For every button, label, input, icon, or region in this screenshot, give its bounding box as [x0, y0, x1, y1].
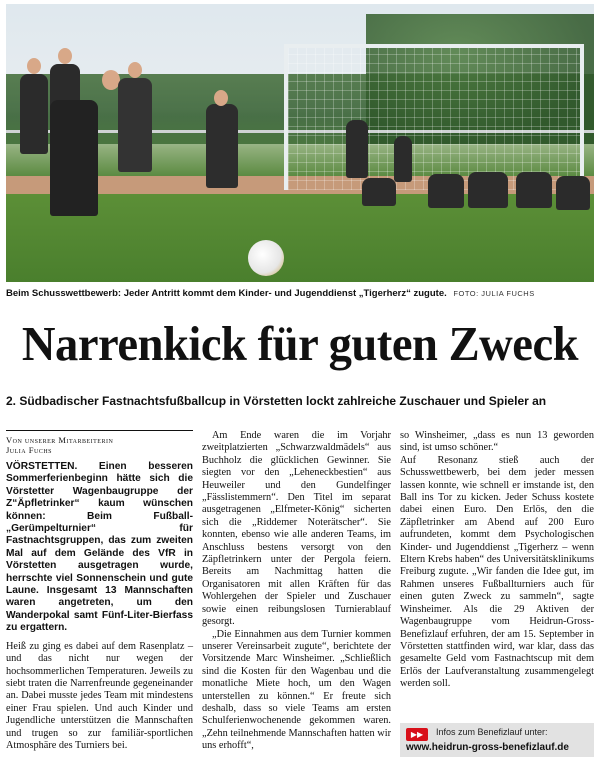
caption-text: Beim Schusswettbewerb: Jeder Antritt kommt dem Kinder- und Jugenddienst „Tigerherz“ zugute. [6, 288, 447, 299]
article-paragraph: Am Ende waren die im Vorjahr zweitplatzierten „Schwarzwaldmädels“ aus Buchholz die glücklichen Gewinner. Sie siegten vor den „Leheneckbestien“ aus Heuweiler und den Gundelfinger „Fässlistemmern“. Den Titel im separat ausgetragenen „Elfmeter-König“ sicherten sich die „Riddemer Noterätscher“. Sie konnten, ebenso wie alle anderen Teams, im Anschluss bestens versorgt von den Zäpfletrinkern unter der Pergola feiern. Bereits am Nachmittag hatten die Organisatoren mit allen Kräften für das Wohlergehen der Spieler und Zuschauer sowie einen reibungslosen Turnierablauf gesorgt. [202, 430, 391, 628]
headline: Narrenkick für guten Zweck [21, 316, 579, 371]
subheadline: 2. Südbadischer Fastnachtsfußballcup in Vörstetten lockt zahlreiche Zuschauer und Spieler an [6, 394, 547, 408]
photo-credit: FOTO: JULIA FUCHS [453, 289, 535, 298]
article-paragraph: „Die Einnahmen aus dem Turnier kommen unserer Vereinsarbeit zugute“, berichtete der Vorsitzende Marc Winsheimer. „Schließlich sind die Kosten für den Wagenbau und die monatliche Miete hoch, um den Wagen unterstellen zu können.“ Er freute sich deshalb, dass so viele Teams am ersten Schulferienwochenende gekommen waren. „Zehn teilnehmende Mannschaften hatten wir uns erhofft“, [202, 628, 391, 752]
info-label: Infos zum Benefizlauf unter: [436, 727, 548, 737]
byline-author: Julia Fuchs [6, 445, 52, 455]
photo-person [206, 104, 238, 188]
article-paragraph: so Winsheimer, „dass es nun 13 geworden sind, ist umso schöner.“ [400, 430, 594, 454]
photo-seated-person [468, 172, 508, 208]
info-box [400, 723, 594, 757]
article-paragraph: Heiß zu ging es dabei auf dem Rasenplatz – und das nicht nur wegen der hochsommerlichen Temperaturen. Jeweils zu siebt traten die Narrenfreunde gegeneinander an. Dabei musste jedes Team mit mindestens einer Frau spielen. Und auch Kinder und Jugendliche unterstützen die Mannschaften und trugen so zur familiär-sportlichen Atmosphäre des Turniers bei. [6, 640, 193, 751]
article-column-2 [202, 430, 391, 753]
photo-seated-person [516, 172, 552, 208]
photo-goal [284, 44, 584, 190]
double-play-arrow-icon: ▶▶ [406, 728, 428, 741]
article-column-1 [6, 430, 193, 752]
article-paragraph: Auf Resonanz stieß auch der Schusswettbewerb, bei dem jeder messen lassen konnte, wie schnell er imstande ist, den Ball ins Tor zu kicken. Jeder Schuss kostete dabei einen Euro. Den Erlös, den die Zäpfletrinker am Abend auf 200 Euro aufrundeten, kommt dem Psychologischen Kinder- und Jugenddienst „Tigerherz – wenn Eltern Krebs haben“ des Universitätsklinikums Freiburg zugute. „Wir fanden die Idee gut, im Rahmen unseres Fußballturniers auch für einen guten Zweck zu sammeln“, sagte Winsheimer. Als die 29 Aktiven der Wagenbaugruppe vom Heidrun-Gross-Benefizlauf erfuhren, der am 15. September in Vörstetten stattfinden wird, war klar, dass das gesamelte Geld vom Fastnachtscup mit dem Erlös der Laufveranstaltung zusammengelegt werden soll. [400, 454, 594, 690]
article-column-3 [400, 430, 594, 691]
photo-person-head [58, 48, 72, 64]
photo-person-head [214, 90, 228, 106]
photo-seated-person [362, 178, 396, 206]
photo-seated-person [428, 174, 464, 208]
photo-person-head [27, 58, 41, 74]
article-photo [6, 4, 594, 282]
article-lead: VÖRSTETTEN. Einen besseren Sommerferienbeginn hätte sich die Vörstetter Wagenbaugruppe der Z“Äpfletrinker“ kaum wünschen können: Beim Fußball-„Gerümpelturnier“ für Fastnachtsgruppen, das zum zweiten Mal auf dem Gelände des VfR in Vörstetten ausgetragen wurde, herrschte viel Sonnenschein und gute Laune. Insgesamt 13 Mannschaften waren angetreten, um den Wanderpokal samt Fünf-Liter-Bierfass zu ergattern. [6, 461, 193, 634]
byline [6, 430, 193, 455]
photo-person [118, 78, 152, 172]
benefizlauf-link[interactable]: www.heidrun-gross-benefizlauf.de [406, 742, 569, 753]
photo-person [20, 74, 48, 154]
photo-person-head [128, 62, 142, 78]
photo-child [346, 120, 368, 178]
photo-football [248, 240, 284, 276]
photo-child [394, 136, 412, 182]
photo-seated-person [556, 176, 590, 210]
photo-kicker [50, 100, 98, 216]
byline-role: Von unserer Mitarbeiterin [6, 435, 114, 445]
photo-caption [6, 288, 594, 299]
